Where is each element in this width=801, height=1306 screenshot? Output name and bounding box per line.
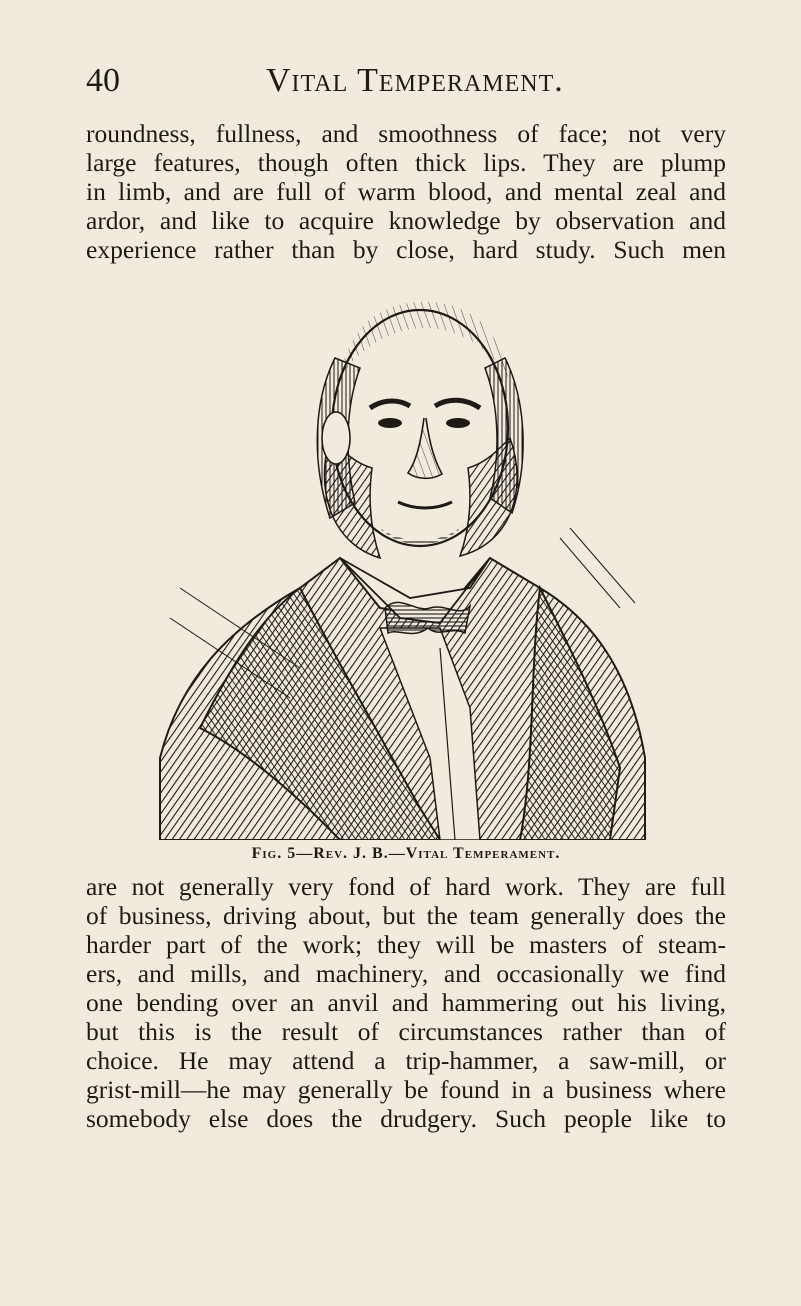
figure-caption: Fig. 5—Rev. J. B.—Vital Temperament.	[251, 845, 561, 862]
text-line: roundness, fullness, and smoothness of face; not very	[86, 119, 726, 148]
text-line: of business, driving about, but the team generally does the	[86, 901, 726, 930]
text-line: choice. He may attend a trip-hammer, a saw-mill, or	[86, 1046, 726, 1075]
portrait-engraving	[140, 288, 660, 840]
text-line: large features, though often thick lips. They are plump	[86, 148, 726, 177]
paragraph-top	[86, 119, 726, 264]
text-line: but this is the result of circumstances rather than of	[86, 1017, 726, 1046]
text-line: one bending over an anvil and hammering out his living,	[86, 988, 726, 1017]
text-line: in limb, and are full of warm blood, and mental zeal and	[86, 177, 726, 206]
paragraph-bottom	[86, 872, 726, 1133]
page-header	[86, 58, 726, 108]
text-line: somebody else does the drudgery. Such people like to	[86, 1104, 726, 1133]
text-line: ardor, and like to acquire knowledge by observation and	[86, 206, 726, 235]
text-line: harder part of the work; they will be masters of steam-	[86, 930, 726, 959]
text-line: experience rather than by close, hard study. Such men	[86, 235, 726, 264]
page-number: 40	[86, 62, 120, 99]
text-line: grist-mill—he may generally be found in a business where	[86, 1075, 726, 1104]
running-head: Vital Temperament.	[266, 62, 564, 99]
text-line: are not generally very fond of hard work. They are full	[86, 872, 726, 901]
text-line: ers, and mills, and machinery, and occasionally we find	[86, 959, 726, 988]
